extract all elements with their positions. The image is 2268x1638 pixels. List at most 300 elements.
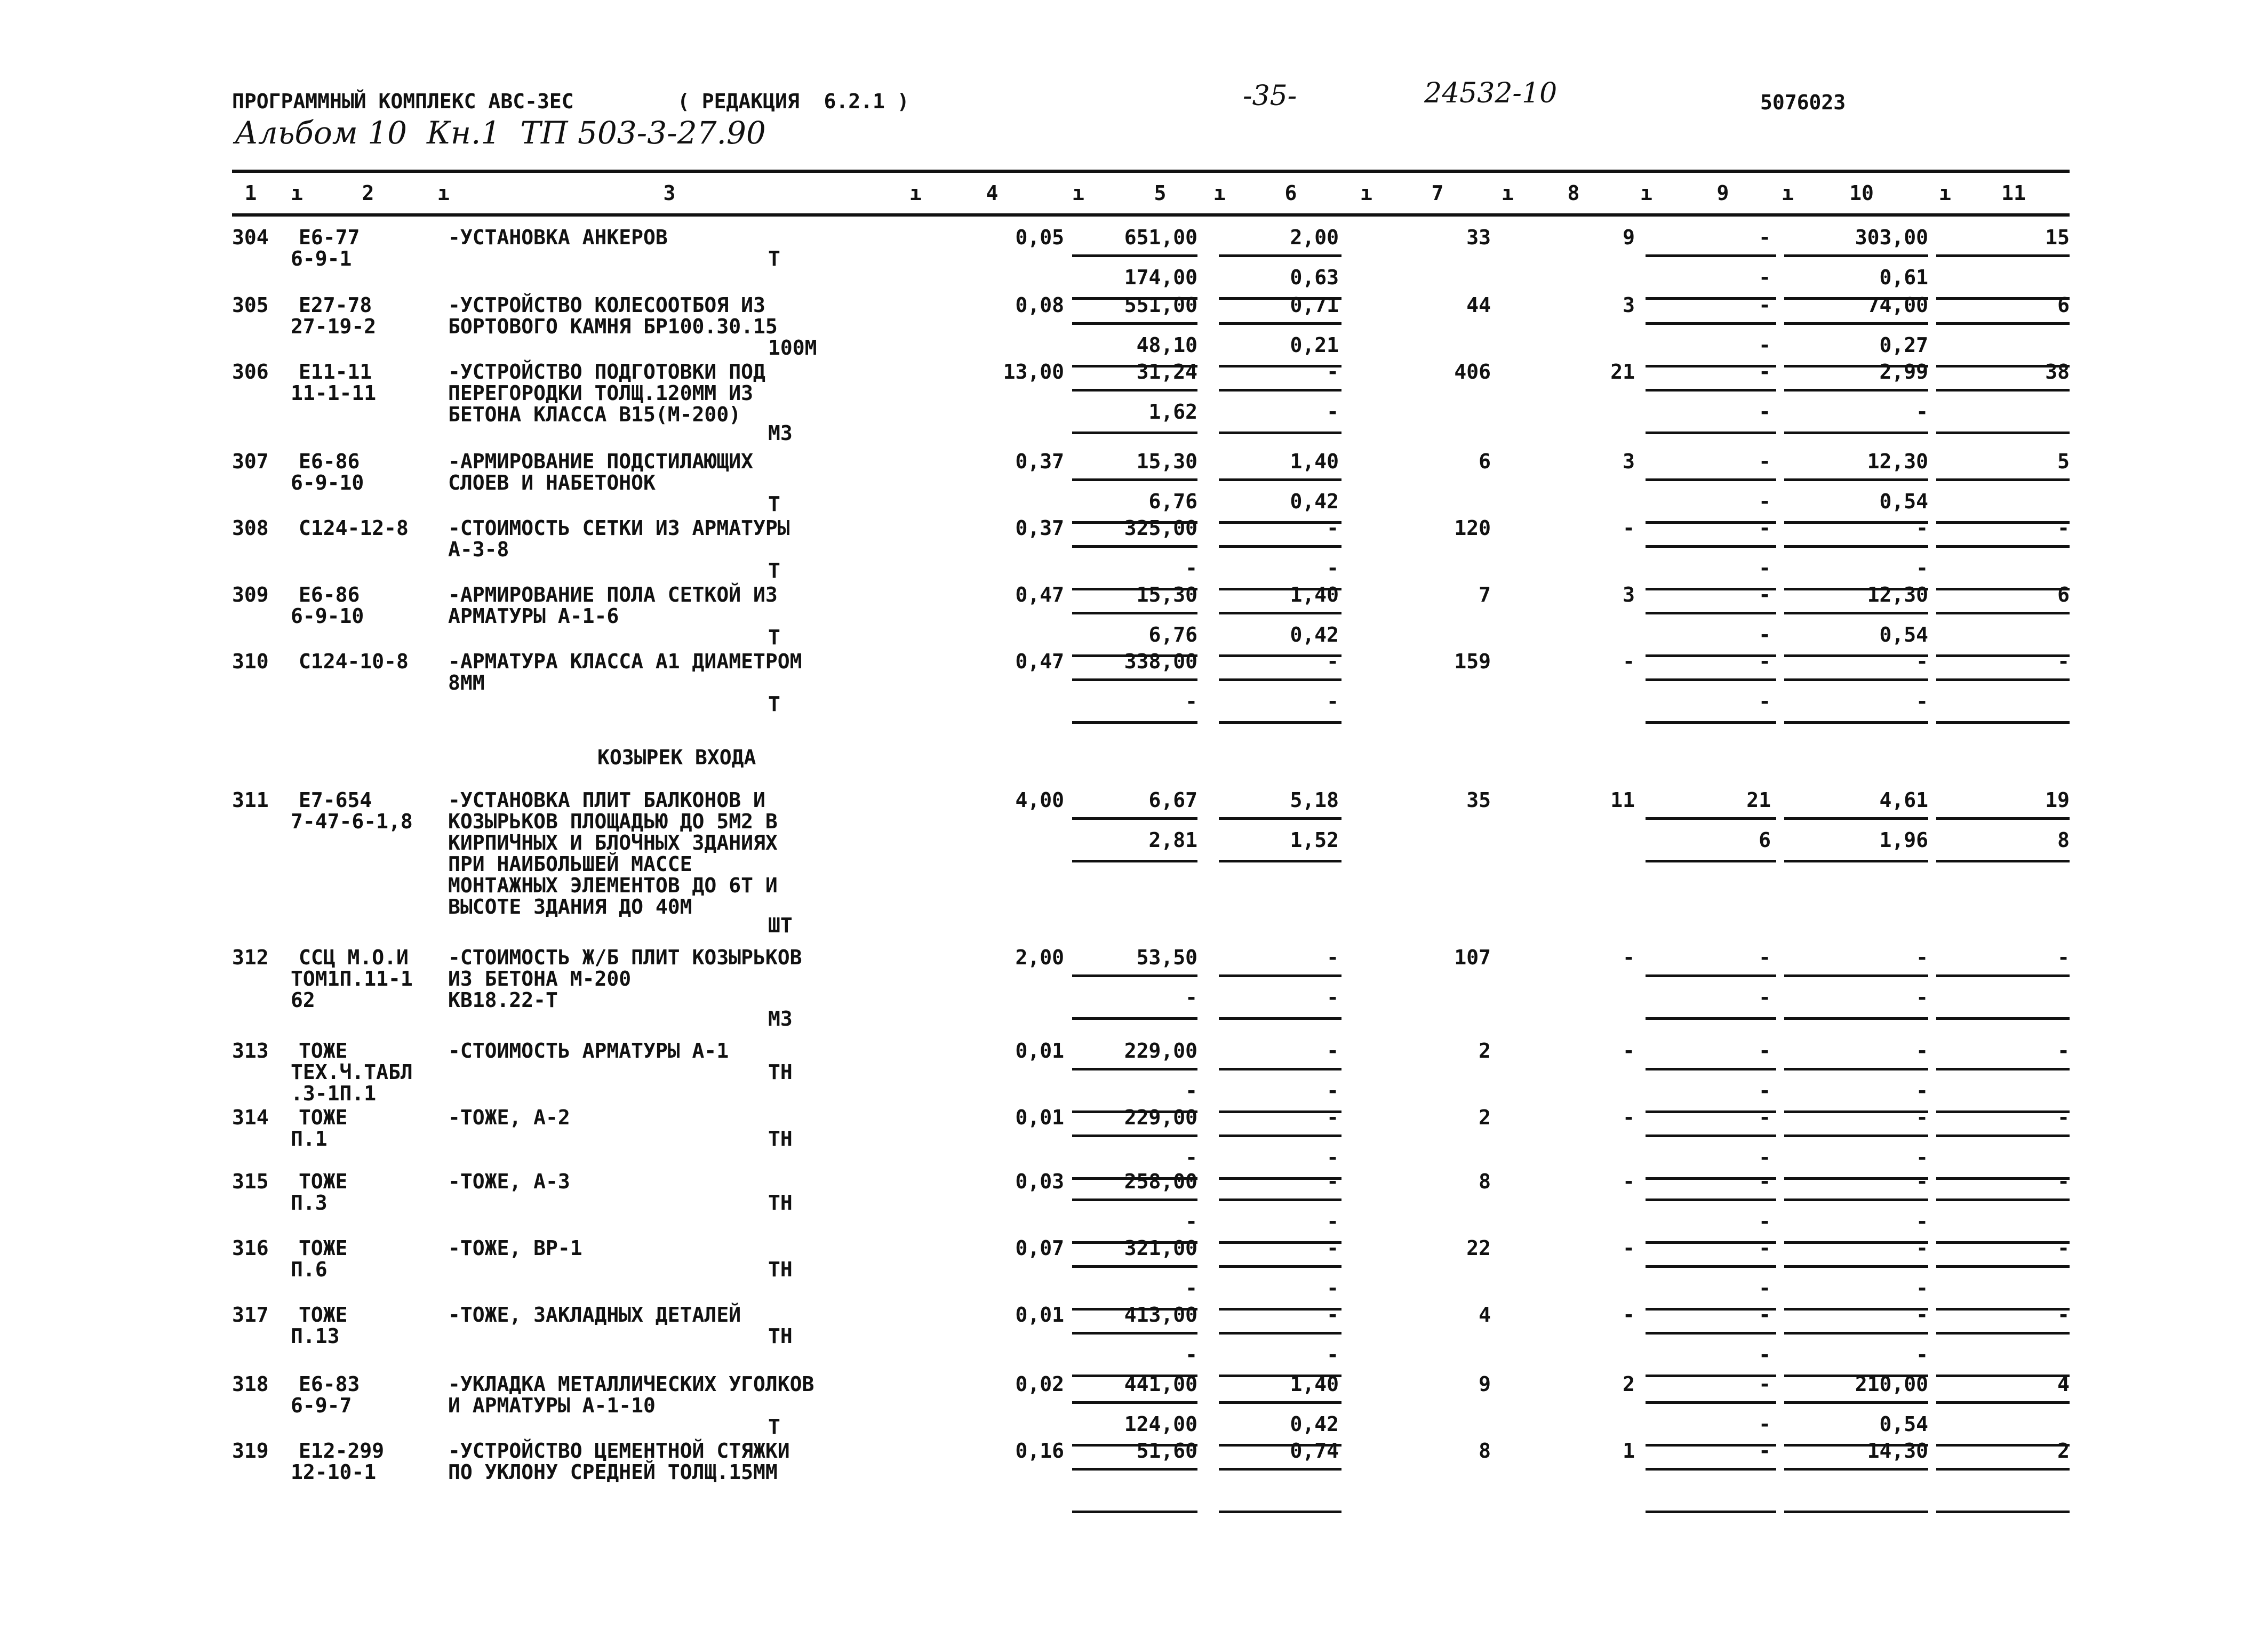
- c9-value-2: -: [1759, 1146, 1771, 1169]
- cell-underline: [1072, 1265, 1197, 1268]
- row-number: 319: [232, 1439, 269, 1463]
- cell-underline: [1219, 1134, 1341, 1137]
- cell-underline: [1072, 1017, 1197, 1020]
- col8-value: -: [1623, 1303, 1635, 1327]
- col8-value: 21: [1610, 360, 1635, 383]
- column-separator: ı: [1782, 181, 1794, 205]
- cell-underline: [1784, 1017, 1928, 1020]
- c10-value: -: [1916, 650, 1928, 673]
- column-separator: ı: [291, 181, 303, 205]
- c10-value: 14,30: [1867, 1439, 1928, 1463]
- quantity: 0,01: [1015, 1039, 1064, 1062]
- work-description: -УСТРОЙСТВО ЦЕМЕНТНОЙ СТЯЖКИ: [448, 1439, 790, 1463]
- row-number: 317: [232, 1303, 269, 1327]
- quantity: 0,07: [1015, 1236, 1064, 1260]
- cell-underline: [1784, 322, 1928, 325]
- col7-value: 33: [1466, 226, 1491, 249]
- c10-value: -: [1916, 1303, 1928, 1327]
- column-separator: ı: [1640, 181, 1652, 205]
- cell-underline: [1784, 1198, 1928, 1201]
- c6-value-2: -: [1327, 690, 1339, 713]
- norm-code: ТОЖЕ: [299, 1236, 348, 1260]
- norm-code: Е6-86: [299, 583, 360, 606]
- norm-code: ССЦ М.О.И: [299, 946, 409, 969]
- norm-code: Е6-86: [299, 450, 360, 473]
- c9-value: -: [1759, 946, 1771, 969]
- cell-underline: [1072, 1332, 1197, 1335]
- edition-label: ( РЕДАКЦИЯ 6.2.1 ): [677, 90, 909, 113]
- unit: Т: [768, 692, 780, 716]
- c9-value: -: [1759, 1439, 1771, 1463]
- cell-underline: [1219, 478, 1341, 481]
- cell-underline: [1784, 389, 1928, 391]
- cell-underline: [1784, 1068, 1928, 1070]
- work-description: ПЕРЕГОРОДКИ ТОЛЩ.120ММ ИЗ: [448, 381, 753, 405]
- c6-value-2: 0,42: [1290, 1412, 1339, 1436]
- c10-value: 12,30: [1867, 583, 1928, 606]
- work-description: -ТОЖЕ, А-3: [448, 1170, 570, 1193]
- row-number: 308: [232, 516, 269, 540]
- cell-underline: [1784, 478, 1928, 481]
- norm-code: 6-9-7: [291, 1394, 352, 1417]
- work-description: А-3-8: [448, 538, 509, 561]
- cell-underline: [1646, 1332, 1776, 1335]
- col11-value: 4: [2057, 1372, 2070, 1396]
- norm-code: ТОЖЕ: [299, 1303, 348, 1327]
- col11-value: 5: [2057, 450, 2070, 473]
- c6-value: 1,40: [1290, 450, 1339, 473]
- norm-code: ТОЖЕ: [299, 1039, 348, 1062]
- c10-value: 303,00: [1855, 226, 1928, 249]
- c10-value-2: 0,54: [1879, 490, 1928, 513]
- cell-underline: [1072, 1068, 1197, 1070]
- c10-value-2: -: [1916, 400, 1928, 424]
- quantity: 0,37: [1015, 516, 1064, 540]
- c6-value-2: -: [1327, 1343, 1339, 1367]
- c9-value: -: [1759, 1303, 1771, 1327]
- c5-value: 651,00: [1124, 226, 1197, 249]
- col8-value: 3: [1623, 583, 1635, 606]
- cell-underline: [1936, 389, 2070, 391]
- col7-value: 2: [1479, 1106, 1491, 1129]
- album-note: Альбом 10 Кн.1 ТП 503-3-27.90: [235, 115, 766, 151]
- c10-value-2: -: [1916, 556, 1928, 580]
- col7-value: 406: [1454, 360, 1491, 383]
- col7-value: 9: [1479, 1372, 1491, 1396]
- c5-value-2: -: [1185, 1079, 1197, 1102]
- cell-underline: [1936, 974, 2070, 977]
- cell-underline: [1646, 1068, 1776, 1070]
- c9-value-2: -: [1759, 690, 1771, 713]
- cell-underline: [1936, 322, 2070, 325]
- norm-code: Е7-654: [299, 788, 372, 812]
- c9-value: -: [1759, 293, 1771, 317]
- c5-value: 413,00: [1124, 1303, 1197, 1327]
- c5-value-2: -: [1185, 690, 1197, 713]
- c10-value-2: -: [1916, 1343, 1928, 1367]
- col7-value: 2: [1479, 1039, 1491, 1062]
- unit: М3: [768, 421, 793, 445]
- c6-value: 1,40: [1290, 1372, 1339, 1396]
- col7-value: 4: [1479, 1303, 1491, 1327]
- quantity: 0,08: [1015, 293, 1064, 317]
- unit: ТН: [768, 1127, 793, 1150]
- col7-value: 107: [1454, 946, 1491, 969]
- cell-underline: [1072, 545, 1197, 548]
- cell-underline: [1936, 478, 2070, 481]
- unit: ТН: [768, 1258, 793, 1281]
- c10-value-2: 0,27: [1879, 333, 1928, 357]
- cell-underline: [1646, 974, 1776, 977]
- cell-underline: [1936, 678, 2070, 681]
- cell-underline: [1072, 974, 1197, 977]
- cell-underline: [1784, 545, 1928, 548]
- program-name: ПРОГРАММНЫЙ КОМПЛЕКС АВС-ЗЕС: [232, 90, 574, 113]
- norm-code: Е6-77: [299, 226, 360, 249]
- c10-value-2: -: [1916, 986, 1928, 1009]
- work-description: -АРМАТУРА КЛАССА А1 ДИАМЕТРОМ: [448, 650, 802, 673]
- c5-value: 31,24: [1136, 360, 1197, 383]
- column-separator: ı: [1213, 181, 1226, 205]
- cell-underline: [1072, 478, 1197, 481]
- row-number: 307: [232, 450, 269, 473]
- c5-value-2: 1,62: [1148, 400, 1197, 424]
- row-number: 311: [232, 788, 269, 812]
- norm-code: 6-9-1: [291, 247, 352, 270]
- row-number: 312: [232, 946, 269, 969]
- cell-underline: [1646, 1265, 1776, 1268]
- col7-value: 22: [1466, 1236, 1491, 1260]
- row-number: 306: [232, 360, 269, 383]
- cell-underline: [1219, 1068, 1341, 1070]
- c5-value-2: -: [1185, 1276, 1197, 1300]
- unit: Т: [768, 626, 780, 649]
- col8-value: 11: [1610, 788, 1635, 812]
- c6-value: -: [1327, 516, 1339, 540]
- norm-code: ТОЖЕ: [299, 1106, 348, 1129]
- cell-underline: [1646, 860, 1776, 862]
- cell-underline: [1219, 1332, 1341, 1335]
- quantity: 0,01: [1015, 1106, 1064, 1129]
- c10-value-2: -: [1916, 1079, 1928, 1102]
- c5-value-2: -: [1185, 986, 1197, 1009]
- col11-value: 2: [2057, 1439, 2070, 1463]
- c9-value-2: -: [1759, 400, 1771, 424]
- cell-underline: [1072, 721, 1197, 724]
- cell-underline: [1072, 322, 1197, 325]
- cell-underline: [1072, 389, 1197, 391]
- c6-value-2: 0,42: [1290, 490, 1339, 513]
- cell-underline: [1646, 1134, 1776, 1137]
- cell-underline: [1784, 860, 1928, 862]
- unit: ТН: [768, 1060, 793, 1084]
- column-header-10: 10: [1849, 181, 1874, 205]
- work-description: -АРМИРОВАНИЕ ПОЛА СЕТКОЙ ИЗ: [448, 583, 778, 606]
- c6-value: -: [1327, 360, 1339, 383]
- c5-value: 51,60: [1136, 1439, 1197, 1463]
- c9-value: -: [1759, 1039, 1771, 1062]
- work-description: 8ММ: [448, 671, 485, 694]
- col8-value: -: [1623, 516, 1635, 540]
- work-description: -АРМИРОВАНИЕ ПОДСТИЛАЮЩИХ: [448, 450, 753, 473]
- c9-value: 21: [1746, 788, 1771, 812]
- c9-value: -: [1759, 360, 1771, 383]
- cell-underline: [1072, 1134, 1197, 1137]
- c9-value: -: [1759, 1106, 1771, 1129]
- c5-value: 325,00: [1124, 516, 1197, 540]
- column-header-5: 5: [1154, 181, 1167, 205]
- cell-underline: [1646, 721, 1776, 724]
- c10-value: -: [1916, 946, 1928, 969]
- work-description: АРМАТУРЫ А-1-6: [448, 604, 619, 628]
- c9-value: -: [1759, 1236, 1771, 1260]
- quantity: 0,05: [1015, 226, 1064, 249]
- c5-value: 551,00: [1124, 293, 1197, 317]
- work-description: -УСТАНОВКА АНКЕРОВ: [448, 226, 668, 249]
- c5-value-2: -: [1185, 1146, 1197, 1169]
- c9-value-2: -: [1759, 1276, 1771, 1300]
- column-separator: ı: [1360, 181, 1372, 205]
- c5-value-2: 124,00: [1124, 1412, 1197, 1436]
- c6-value: -: [1327, 1039, 1339, 1062]
- cell-underline: [1219, 1468, 1341, 1471]
- col7-value: 35: [1466, 788, 1491, 812]
- work-description: -УСТАНОВКА ПЛИТ БАЛКОНОВ И: [448, 788, 765, 812]
- c9-value-2: -: [1759, 623, 1771, 646]
- c9-value-2: -: [1759, 1079, 1771, 1102]
- cell-underline: [1646, 612, 1776, 614]
- col8-value: -: [1623, 1106, 1635, 1129]
- cell-underline: [1936, 254, 2070, 257]
- cell-underline: [1936, 432, 2070, 434]
- cell-underline: [1784, 1401, 1928, 1404]
- cell-underline: [1646, 817, 1776, 820]
- cell-underline: [1936, 612, 2070, 614]
- cell-underline: [1784, 612, 1928, 614]
- col11-value: 19: [2045, 788, 2070, 812]
- c5-value-2: 174,00: [1124, 266, 1197, 289]
- c10-value-2: 1,96: [1879, 828, 1928, 852]
- col11-value: -: [2057, 1236, 2070, 1260]
- c9-value-2: -: [1759, 1210, 1771, 1233]
- cell-underline: [1784, 1468, 1928, 1471]
- col8-value: -: [1623, 1236, 1635, 1260]
- cell-underline: [1219, 1511, 1341, 1513]
- column-header-6: 6: [1284, 181, 1297, 205]
- norm-code: С124-10-8: [299, 650, 409, 673]
- col8-value: 1: [1623, 1439, 1635, 1463]
- cell-underline: [1219, 322, 1341, 325]
- unit: Т: [768, 492, 780, 516]
- cell-underline: [1219, 974, 1341, 977]
- row-number: 309: [232, 583, 269, 606]
- quantity: 0,01: [1015, 1303, 1064, 1327]
- work-description: КОЗЫРЬКОВ ПЛОЩАДЬЮ ДО 5М2 В: [448, 810, 778, 833]
- c6-value-2: -: [1327, 1146, 1339, 1169]
- cell-underline: [1072, 817, 1197, 820]
- c9-value: -: [1759, 1372, 1771, 1396]
- row-number: 310: [232, 650, 269, 673]
- c10-value-2: 0,54: [1879, 1412, 1928, 1436]
- cell-underline: [1646, 1468, 1776, 1471]
- c9-value-2: -: [1759, 1343, 1771, 1367]
- cell-underline: [1784, 1332, 1928, 1335]
- col11-value: -: [2057, 946, 2070, 969]
- unit: 100М: [768, 336, 817, 359]
- unit: ТН: [768, 1324, 793, 1348]
- c10-value: 210,00: [1855, 1372, 1928, 1396]
- cell-underline: [1936, 1468, 2070, 1471]
- norm-code: Е11-11: [299, 360, 372, 383]
- col7-value: 8: [1479, 1439, 1491, 1463]
- norm-code: П.6: [291, 1258, 328, 1281]
- c6-value: -: [1327, 650, 1339, 673]
- document-number: 24532-10: [1424, 77, 1558, 109]
- col11-value: -: [2057, 1170, 2070, 1193]
- c10-value-2: -: [1916, 1210, 1928, 1233]
- row-number: 304: [232, 226, 269, 249]
- cell-underline: [1219, 1017, 1341, 1020]
- c6-value-2: -: [1327, 1276, 1339, 1300]
- col11-value: -: [2057, 650, 2070, 673]
- c6-value-2: -: [1327, 556, 1339, 580]
- c6-value: -: [1327, 1236, 1339, 1260]
- cell-underline: [1219, 1198, 1341, 1201]
- cell-underline: [1072, 1198, 1197, 1201]
- c6-value: -: [1327, 1170, 1339, 1193]
- work-description: -УКЛАДКА МЕТАЛЛИЧЕСКИХ УГОЛКОВ: [448, 1372, 814, 1396]
- cell-underline: [1072, 1468, 1197, 1471]
- work-description: ВЫСОТЕ ЗДАНИЯ ДО 40М: [448, 895, 692, 918]
- column-header-3: 3: [663, 181, 676, 205]
- norm-code: 27-19-2: [291, 315, 377, 338]
- cell-underline: [1784, 432, 1928, 434]
- cell-underline: [1219, 817, 1341, 820]
- norm-code: 6-9-10: [291, 604, 364, 628]
- c10-value-2: -: [1916, 1276, 1928, 1300]
- work-description: -СТОИМОСТЬ СЕТКИ ИЗ АРМАТУРЫ: [448, 516, 790, 540]
- norm-code: ТОЖЕ: [299, 1170, 348, 1193]
- cell-underline: [1219, 678, 1341, 681]
- c9-value-2: -: [1759, 266, 1771, 289]
- work-description: ИЗ БЕТОНА М-200: [448, 967, 632, 990]
- cell-underline: [1072, 612, 1197, 614]
- column-header-2: 2: [362, 181, 374, 205]
- header-rule-bottom: [232, 213, 2070, 217]
- c6-value: -: [1327, 946, 1339, 969]
- work-description: -УСТРОЙСТВО КОЛЕСООТБОЯ ИЗ: [448, 293, 765, 317]
- c5-value: 15,30: [1136, 450, 1197, 473]
- quantity: 0,37: [1015, 450, 1064, 473]
- row-number: 313: [232, 1039, 269, 1062]
- section-title: КОЗЫРЕК ВХОДА: [597, 746, 756, 769]
- quantity: 2,00: [1015, 946, 1064, 969]
- column-separator: ı: [1939, 181, 1951, 205]
- c6-value-2: -: [1327, 986, 1339, 1009]
- norm-code: 11-1-11: [291, 381, 377, 405]
- c6-value-2: 0,21: [1290, 333, 1339, 357]
- unit: ТН: [768, 1191, 793, 1214]
- col8-value: 9: [1623, 226, 1635, 249]
- cell-underline: [1072, 678, 1197, 681]
- norm-code: С124-12-8: [299, 516, 409, 540]
- work-description: ПРИ НАИБОЛЬШЕЙ МАССЕ: [448, 852, 692, 876]
- norm-code: Е12-299: [299, 1439, 385, 1463]
- quantity: 0,03: [1015, 1170, 1064, 1193]
- quantity: 13,00: [1003, 360, 1064, 383]
- cell-underline: [1784, 1265, 1928, 1268]
- cell-underline: [1072, 860, 1197, 862]
- c9-value-2: -: [1759, 490, 1771, 513]
- c6-value: 0,71: [1290, 293, 1339, 317]
- norm-code: Е6-83: [299, 1372, 360, 1396]
- cell-underline: [1936, 1332, 2070, 1335]
- quantity: 4,00: [1015, 788, 1064, 812]
- c5-value-2: 6,76: [1148, 623, 1197, 646]
- c5-value-2: -: [1185, 1210, 1197, 1233]
- work-description: -СТОИМОСТЬ Ж/Б ПЛИТ КОЗЫРЬКОВ: [448, 946, 802, 969]
- col11-value: -: [2057, 1106, 2070, 1129]
- work-description: КВ18.22-Т: [448, 988, 558, 1012]
- cell-underline: [1646, 678, 1776, 681]
- norm-code: ТЕХ.Ч.ТАБЛ: [291, 1060, 413, 1084]
- work-description: -ТОЖЕ, А-2: [448, 1106, 570, 1129]
- page-number: -35-: [1243, 80, 1297, 112]
- c5-value: 53,50: [1136, 946, 1197, 969]
- cell-underline: [1936, 545, 2070, 548]
- c6-value-2: 0,42: [1290, 623, 1339, 646]
- row-number: 318: [232, 1372, 269, 1396]
- cell-underline: [1936, 1134, 2070, 1137]
- c10-value: 2,99: [1879, 360, 1928, 383]
- col7-value: 120: [1454, 516, 1491, 540]
- c5-value: 15,30: [1136, 583, 1197, 606]
- c6-value: 1,40: [1290, 583, 1339, 606]
- cell-underline: [1784, 1134, 1928, 1137]
- cell-underline: [1219, 612, 1341, 614]
- cell-underline: [1072, 1401, 1197, 1404]
- row-number: 314: [232, 1106, 269, 1129]
- header-rule-top: [232, 170, 2070, 173]
- col7-value: 7: [1479, 583, 1491, 606]
- c9-value-2: -: [1759, 556, 1771, 580]
- c10-value: 12,30: [1867, 450, 1928, 473]
- c9-value: -: [1759, 450, 1771, 473]
- c10-value: -: [1916, 1106, 1928, 1129]
- c10-value: -: [1916, 1236, 1928, 1260]
- c9-value-2: -: [1759, 333, 1771, 357]
- column-header-8: 8: [1567, 181, 1580, 205]
- row-number: 316: [232, 1236, 269, 1260]
- cell-underline: [1936, 1068, 2070, 1070]
- cell-underline: [1219, 389, 1341, 391]
- c9-value: -: [1759, 1170, 1771, 1193]
- c5-value: 338,00: [1124, 650, 1197, 673]
- cell-underline: [1646, 432, 1776, 434]
- cell-underline: [1936, 1265, 2070, 1268]
- cell-underline: [1784, 1511, 1928, 1513]
- column-separator: ı: [909, 181, 922, 205]
- c10-value: -: [1916, 1039, 1928, 1062]
- norm-code: Е27-78: [299, 293, 372, 317]
- col7-value: 44: [1466, 293, 1491, 317]
- cell-underline: [1219, 1401, 1341, 1404]
- col11-value: -: [2057, 1303, 2070, 1327]
- work-description: ПО УКЛОНУ СРЕДНЕЙ ТОЛЩ.15ММ: [448, 1460, 778, 1484]
- norm-code: П.13: [291, 1324, 340, 1348]
- cell-underline: [1936, 860, 2070, 862]
- work-description: БЕТОНА КЛАССА В15(М-200): [448, 403, 741, 426]
